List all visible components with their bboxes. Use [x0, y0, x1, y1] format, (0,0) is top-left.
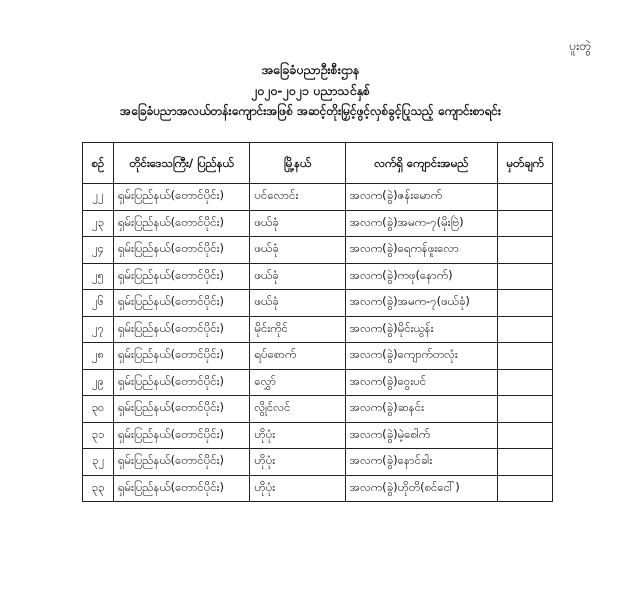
cell-no: ၃၀ — [83, 396, 114, 423]
cell-township: ဟိုပုံး — [250, 449, 345, 476]
cell-region: ရှမ်းပြည်နယ်(တောင်ပိုင်း) — [113, 290, 250, 317]
cell-township: ပင်လောင်း — [250, 184, 345, 211]
table-row — [83, 475, 553, 502]
cell-region: ရှမ်းပြည်နယ်(တောင်ပိုင်း) — [113, 237, 250, 264]
table-row — [83, 316, 553, 343]
table-row — [83, 396, 553, 423]
department-title: အခြေခံပညာဦးစီးဌာန — [261, 62, 360, 77]
cell-no: ၂၆ — [83, 290, 114, 317]
table-row — [83, 290, 553, 317]
cell-region: ရှမ်းပြည်နယ်(တောင်ပိုင်း) — [113, 263, 250, 290]
cell-township: ဟိုပုံး — [250, 475, 345, 502]
table-row — [83, 449, 553, 476]
cell-region: ရှမ်းပြည်နယ်(တောင်ပိုင်း) — [113, 316, 250, 343]
cell-township: ဟိုပုံး — [250, 422, 345, 449]
cell-no: ၂၂ — [83, 184, 114, 211]
cell-no: ၃၂ — [83, 449, 114, 476]
col-header-school: လက်ရှိ ကျောင်းအမည် — [345, 143, 498, 184]
cell-remark — [498, 210, 553, 237]
cell-region: ရှမ်းပြည်နယ်(တောင်ပိုင်း) — [113, 422, 250, 449]
cell-school: အလက(ခွဲ)မဲ့စေါက် — [345, 422, 498, 449]
cell-remark — [498, 237, 553, 264]
document-title: အခြေခံပညာအလယ်တန်းကျောင်းအဖြစ် အဆင့်တိုးမြှင့်ဖွင့်လှစ်ခွင့်ပြုသည့် ကျောင်းစာရင်း — [120, 104, 501, 118]
cell-no: ၂၇ — [83, 316, 114, 343]
cell-remark — [498, 475, 553, 502]
cell-remark — [498, 449, 553, 476]
cell-school: အလက(ခွဲ)အမက-၇(မိုးဗြဲ) — [345, 210, 498, 237]
col-header-remark: မှတ်ချက် — [498, 143, 553, 184]
table-row — [83, 263, 553, 290]
cell-remark — [498, 396, 553, 423]
cell-school: အလက(ခွဲ)ဝွေးပင် — [345, 369, 498, 396]
cell-township: ဖယ်ခုံ — [250, 237, 345, 264]
cell-region: ရှမ်းပြည်နယ်(တောင်ပိုင်း) — [113, 396, 250, 423]
cell-township: မိုင်းကိုင် — [250, 316, 345, 343]
cell-no: ၂၈ — [83, 343, 114, 370]
school-list-table — [82, 142, 553, 502]
cell-school: အလက(ခွဲ)ကဖု(နောက်) — [345, 263, 498, 290]
cell-no: ၂၃ — [83, 210, 114, 237]
cell-remark — [498, 290, 553, 317]
cell-school: အလက(ခွဲ)ရေကန်ဖူးလော — [345, 237, 498, 264]
cell-remark — [498, 184, 553, 211]
cell-no: ၂၅ — [83, 263, 114, 290]
cell-remark — [498, 343, 553, 370]
table-row — [83, 237, 553, 264]
cell-remark — [498, 263, 553, 290]
cell-remark — [498, 369, 553, 396]
cell-no: ၃၃ — [83, 475, 114, 502]
attachment-label: ပူးတွဲ — [569, 39, 591, 53]
cell-township: ဖယ်ခုံ — [250, 290, 345, 317]
cell-school: အလက(ခွဲ)အမက-၇(ဖယ်ခုံ) — [345, 290, 498, 317]
cell-remark — [498, 316, 553, 343]
cell-township: ဖယ်ခုံ — [250, 210, 345, 237]
cell-region: ရှမ်းပြည်နယ်(တောင်ပိုင်း) — [113, 449, 250, 476]
table-header-row — [83, 143, 553, 184]
cell-township: ဖယ်ခုံ — [250, 263, 345, 290]
cell-no: ၃၁ — [83, 422, 114, 449]
academic-year: ၂၀၂၀-၂၀၂၁ ပညာသင်နှစ် — [250, 83, 371, 98]
table-row — [83, 422, 553, 449]
cell-region: ရှမ်းပြည်နယ်(တောင်ပိုင်း) — [113, 210, 250, 237]
cell-region: ရှမ်းပြည်နယ်(တောင်ပိုင်း) — [113, 184, 250, 211]
cell-township: ရပ်စောက် — [250, 343, 345, 370]
cell-school: အလက(ခွဲ)ဟိုတိ(စင်ငေါ်) — [345, 475, 498, 502]
cell-region: ရှမ်းပြည်နယ်(တောင်ပိုင်း) — [113, 475, 250, 502]
cell-school: အလက(ခွဲ)ဇန်းမောက် — [345, 184, 498, 211]
col-header-region: တိုင်းဒေသကြီး/ ပြည်နယ် — [113, 143, 250, 184]
cell-remark — [498, 422, 553, 449]
col-header-township: မြို့နယ် — [250, 143, 345, 184]
cell-township: လွှော် — [250, 369, 345, 396]
table-row — [83, 343, 553, 370]
cell-no: ၂၉ — [83, 369, 114, 396]
cell-region: ရှမ်းပြည်နယ်(တောင်ပိုင်း) — [113, 343, 250, 370]
col-header-no: စဉ် — [83, 143, 114, 184]
cell-township: လွိုင်လင် — [250, 396, 345, 423]
cell-school: အလက(ခွဲ)ကျောက်တလုံး — [345, 343, 498, 370]
cell-school: အလက(ခွဲ)ဆနင်း — [345, 396, 498, 423]
table-row — [83, 210, 553, 237]
cell-school: အလက(ခွဲ)နောင်ခါး — [345, 449, 498, 476]
table-row — [83, 184, 553, 211]
cell-no: ၂၄ — [83, 237, 114, 264]
cell-school: အလက(ခွဲ)မိုင်းယွန်း — [345, 316, 498, 343]
table-row — [83, 369, 553, 396]
cell-region: ရှမ်းပြည်နယ်(တောင်ပိုင်း) — [113, 369, 250, 396]
